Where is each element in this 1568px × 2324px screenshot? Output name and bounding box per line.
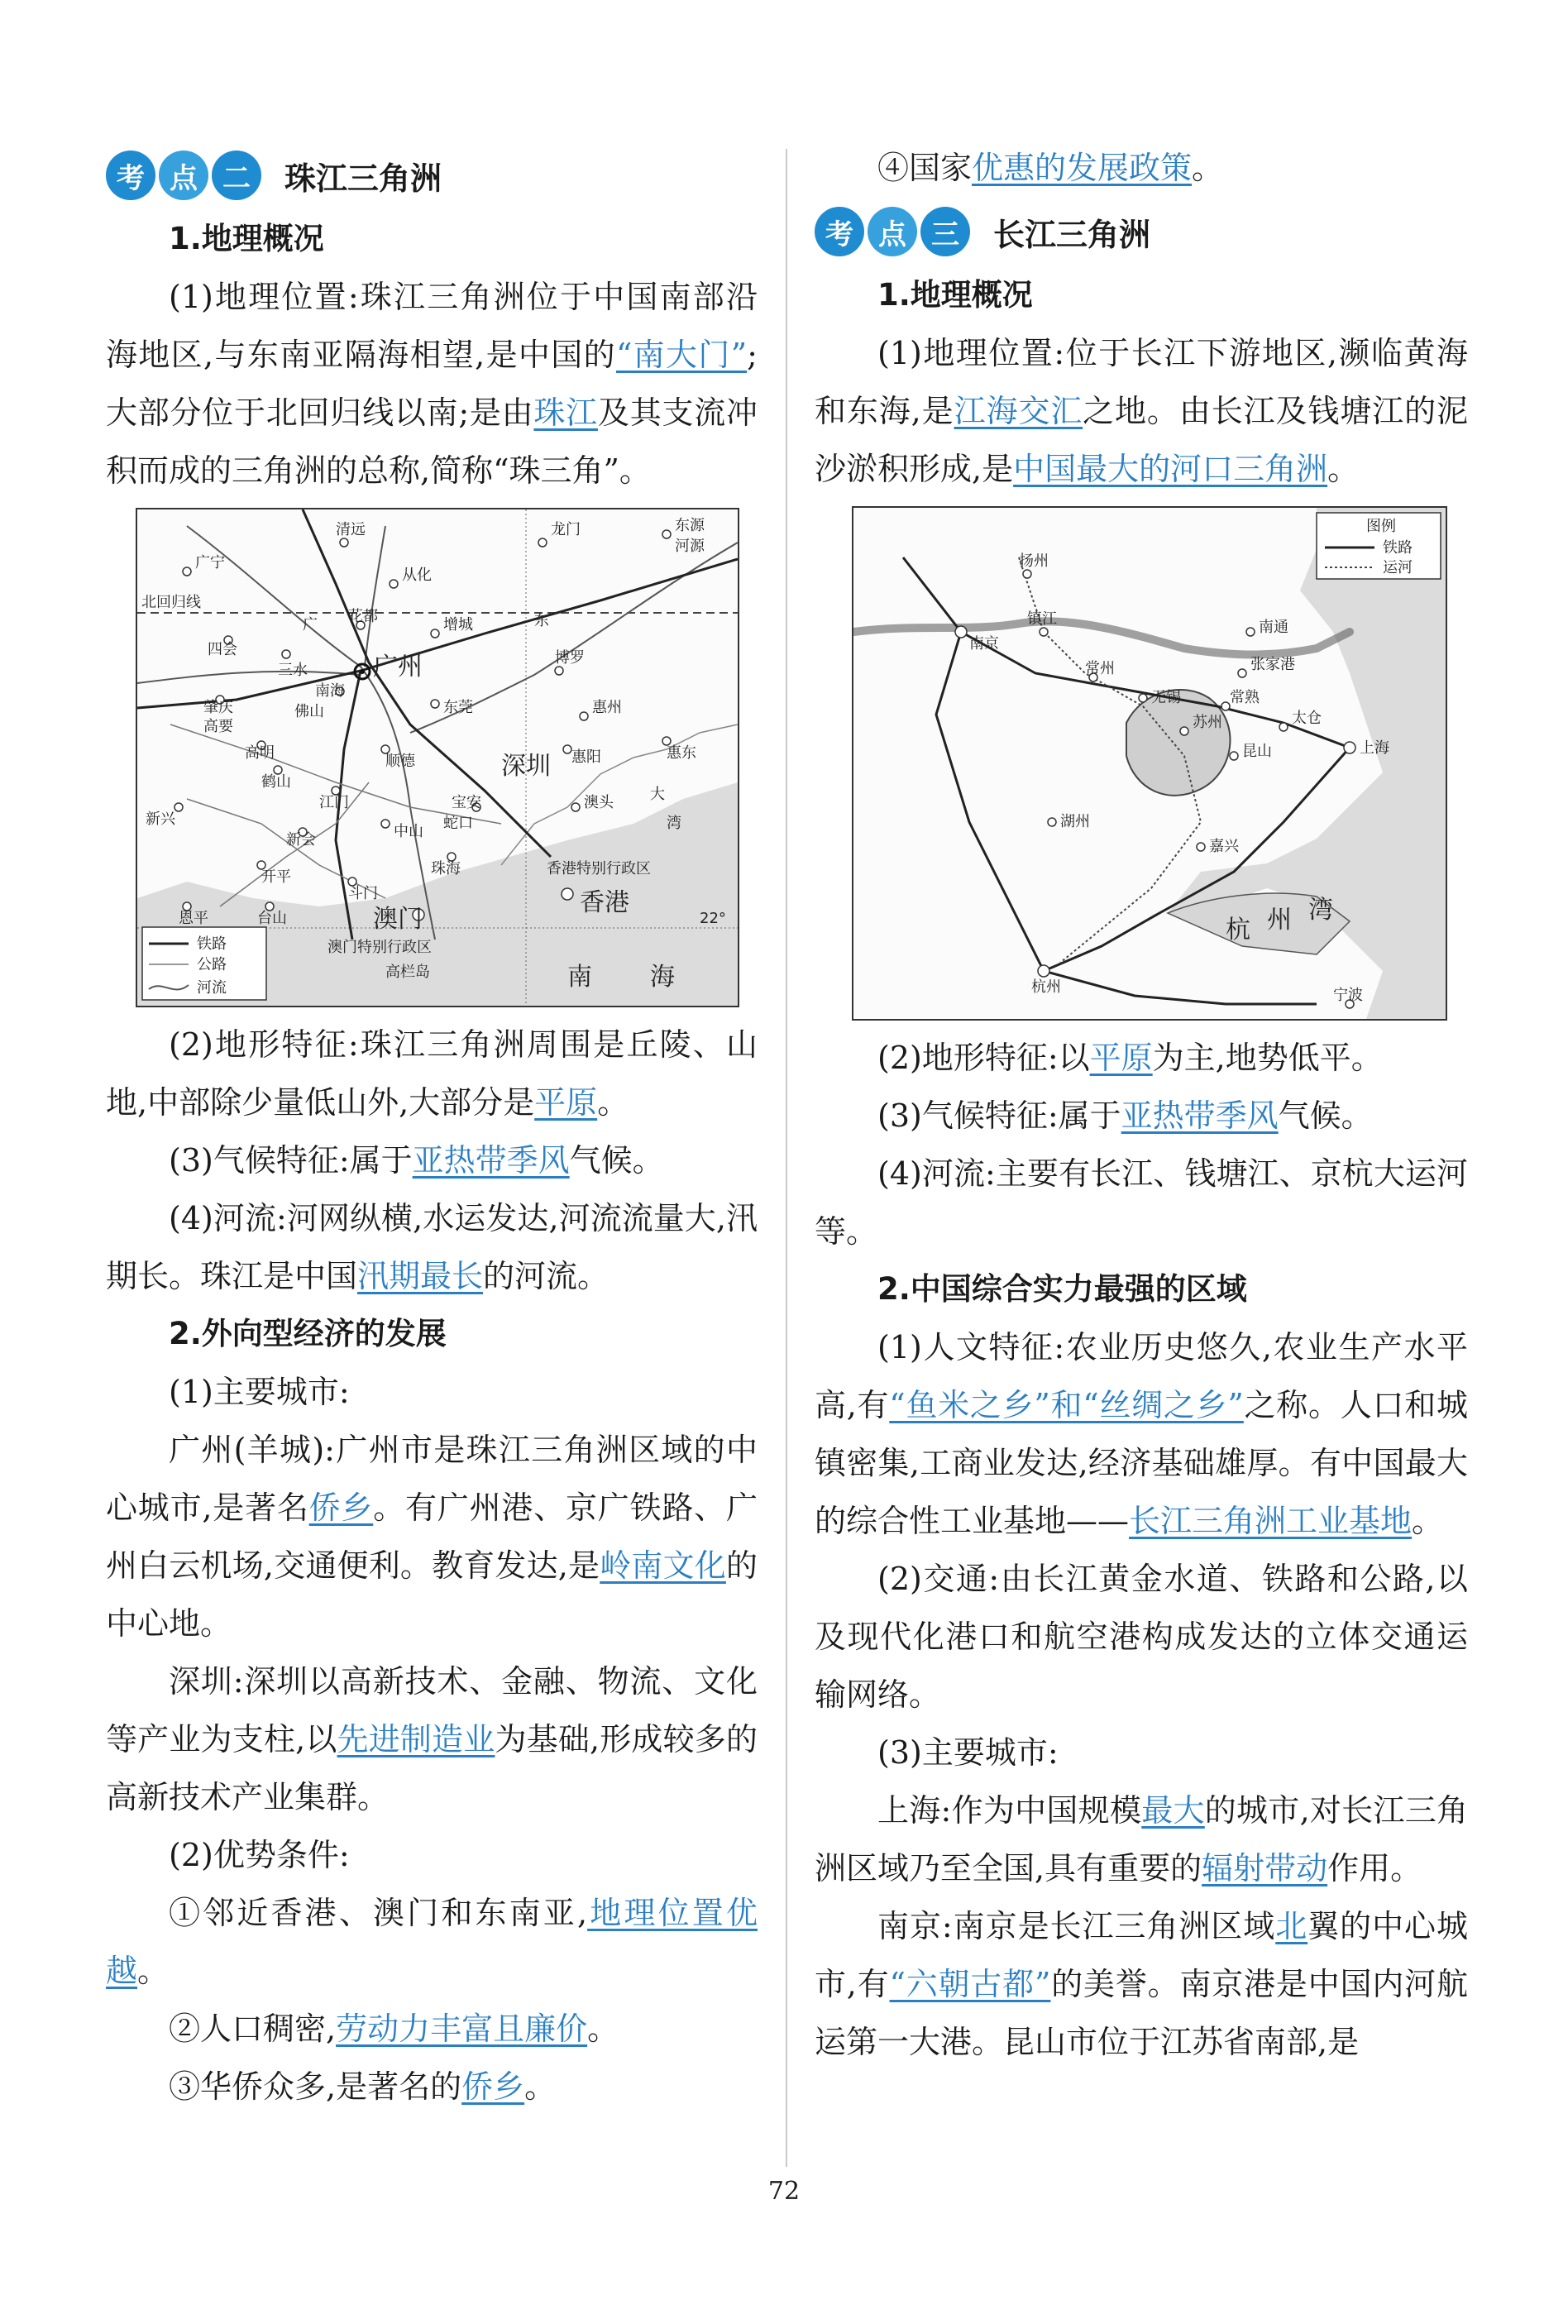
map-label: 新兴 (146, 811, 175, 828)
map-label: 高要 (203, 718, 233, 735)
map-label: 广 (303, 616, 318, 634)
paragraph: (1)主要城市: (169, 1374, 350, 1410)
map-label: 三水 (278, 662, 308, 679)
underlined-term: 珠江 (533, 395, 598, 431)
map-label: 博罗 (555, 649, 585, 667)
map-label: 台山 (257, 910, 287, 927)
map-label: 常熟 (1230, 689, 1260, 706)
map-label: 海 (650, 963, 675, 992)
underlined-term: “南大门” (615, 337, 748, 373)
map-label: 斗门 (348, 885, 378, 902)
map-label: 澳门特别行政区 (327, 939, 432, 956)
legend-road: 公路 (197, 956, 227, 973)
map-label: 南 (567, 963, 592, 992)
map-label: 东 (534, 612, 549, 629)
topic-title: 珠江三角洲 (284, 160, 442, 197)
map-label: 张家港 (1250, 656, 1295, 673)
map-label: 湾 (1308, 896, 1333, 925)
underlined-term: 江海交汇 (954, 393, 1083, 429)
map-label: 东源 (675, 517, 705, 534)
topic-header-2 (106, 141, 758, 210)
legend-river: 河流 (197, 979, 227, 997)
paragraph: (4)河流:主要有长江、钱塘江、京杭大运河等。 (815, 1155, 1468, 1250)
paragraph: (2)地形特征:珠江三角洲周围是丘陵、山地,中部除少量低山外,大部分是平原。 (106, 1026, 758, 1121)
map-label: 湾 (667, 815, 681, 832)
yangtze-river-delta-map (852, 506, 1447, 1021)
section-heading: 1.地理概况 (877, 277, 1033, 313)
map-label: 江门 (319, 794, 349, 811)
map-label: 太仓 (1292, 710, 1322, 727)
legend-title: 图例 (1366, 518, 1396, 535)
map-label: 大 (650, 786, 665, 803)
map-label: 开平 (261, 868, 291, 886)
paragraph: (1)人文特征:农业历史悠久,农业生产水平高,有“鱼米之乡”和“丝绸之乡”之称。人口和城镇密集,工商业发达,经济基础雄厚。有中国最大的综合性工业基地——长江三角洲工业基地。 (815, 1329, 1468, 1539)
underlined-term: 侨乡 (308, 1490, 374, 1526)
underlined-term: 长江三角洲工业基地 (1129, 1503, 1413, 1539)
underlined-term: “鱼米之乡”和“丝绸之乡” (889, 1387, 1244, 1423)
map-label: 上海 (1360, 739, 1389, 757)
map-graphic (853, 508, 1446, 1019)
map-label: 香港特别行政区 (547, 860, 651, 877)
map-label: 清远 (336, 521, 366, 538)
underlined-term: 地理位置优越 (106, 1895, 758, 1989)
badge-char: 考 (106, 151, 155, 200)
badge-char: 点 (159, 151, 208, 200)
map-graphic (137, 509, 738, 1006)
page-number: 72 (767, 2177, 801, 2206)
map-label: 东莞 (443, 699, 473, 716)
map-label: 河源 (675, 538, 705, 555)
paragraph: (3)气候特征:属于亚热带季风气候。 (169, 1142, 664, 1179)
map-label: 新会 (286, 831, 316, 849)
topic-badge (815, 207, 970, 256)
latitude-label: 22° (700, 910, 726, 927)
underlined-term: 侨乡 (461, 2068, 525, 2105)
paragraph: ④国家优惠的发展政策。 (877, 150, 1224, 186)
map-label: 州 (1267, 906, 1292, 935)
map-label: 宁波 (1333, 987, 1363, 1004)
underlined-term: 先进制造业 (337, 1721, 495, 1757)
map-label: 高栏岛 (385, 964, 430, 981)
paragraph: (2)交通:由长江黄金水道、铁路和公路,以及现代化港口和航空港构成发达的立体交通运输网络。 (815, 1561, 1468, 1713)
underlined-term: 北 (1275, 1908, 1308, 1944)
underlined-term: 辐射带动 (1202, 1850, 1328, 1886)
badge-char: 三 (920, 207, 970, 256)
map-label: 苏州 (1193, 714, 1222, 731)
topic-title: 长江三角洲 (993, 216, 1151, 253)
paragraph: 广州(羊城):广州市是珠江三角洲区域的中心城市,是著名侨乡。有广州港、京广铁路、广州白云机场,交通便利。教育发达,是岭南文化的中心地。 (106, 1432, 758, 1642)
map-label: 惠东 (667, 744, 696, 762)
paragraph: (2)优势条件: (169, 1837, 350, 1873)
paragraph: (1)地理位置:珠江三角洲位于中国南部沿海地区,与东南亚隔海相望,是中国的“南大门”;大部分位于北回归线以南;是由珠江及其支流冲积而成的三角洲的总称,简称“珠三角”。 (106, 279, 758, 489)
paragraph: (1)地理位置:位于长江下游地区,濒临黄海和东海,是江海交汇之地。由长江及钱塘江的泥沙淤积形成,是中国最大的河口三角洲。 (815, 335, 1468, 487)
map-label: 镇江 (1027, 610, 1057, 628)
map-label: 中山 (394, 823, 423, 840)
map-label: 南京 (969, 635, 999, 653)
map-label: 昆山 (1242, 743, 1272, 760)
map-label: 南海 (315, 682, 345, 700)
map-label: 从化 (402, 567, 432, 584)
map-label: 香港 (580, 888, 629, 917)
right-column (815, 139, 1468, 2071)
section-heading: 2.中国综合实力最强的区域 (877, 1271, 1247, 1307)
map-label: 增城 (443, 616, 473, 634)
legend-railway: 铁路 (1383, 539, 1413, 557)
legend-canal: 运河 (1383, 559, 1413, 576)
paragraph: ①邻近香港、澳门和东南亚,地理位置优越。 (106, 1895, 758, 1989)
underlined-term: 最大 (1141, 1792, 1205, 1829)
paragraph: ③华侨众多,是著名的侨乡。 (169, 2068, 557, 2105)
topic-header-3 (815, 197, 1468, 266)
map-label: 深圳 (501, 752, 551, 781)
map-label: 四会 (208, 641, 237, 658)
badge-char: 点 (868, 207, 917, 256)
underlined-term: 劳动力丰富且廉价 (336, 2011, 588, 2047)
map-label: 鹤山 (261, 773, 291, 791)
underlined-term: “六朝古都” (889, 1966, 1051, 2002)
map-label: 嘉兴 (1209, 838, 1239, 855)
map-label: 无锡 (1151, 689, 1181, 706)
underlined-term: 优惠的发展政策 (972, 150, 1193, 186)
map-label: 龙门 (551, 521, 581, 538)
map-label: 扬州 (1019, 552, 1049, 570)
map-label: 宝安 (452, 794, 481, 811)
map-label: 惠州 (592, 699, 622, 716)
map-label: 蛇口 (443, 815, 473, 832)
underlined-term: 平原 (534, 1084, 598, 1121)
map-label: 顺德 (385, 753, 415, 770)
underlined-term: 中国最大的河口三角洲 (1013, 451, 1328, 487)
paragraph: 上海:作为中国规模最大的城市,对长江三角洲区域乃至全国,具有重要的辐射带动作用。 (815, 1792, 1468, 1886)
map-label: 北回归线 (141, 594, 201, 611)
map-label: 常州 (1085, 660, 1115, 677)
legend-railway: 铁路 (197, 935, 227, 953)
map-label: 恩平 (179, 910, 208, 927)
section-heading: 2.外向型经济的发展 (169, 1316, 447, 1351)
map-label: 湖州 (1060, 813, 1090, 830)
paragraph: (3)主要城市: (877, 1734, 1059, 1771)
map-label: 珠海 (431, 860, 461, 877)
paragraph: ②人口稠密,劳动力丰富且廉价。 (169, 2011, 619, 2047)
paragraph: 南京:南京是长江三角洲区域北翼的中心城市,有“六朝古都”的美誉。南京港是中国内河航运第一大港。昆山市位于江苏省南部,是 (815, 1908, 1468, 2060)
map-label: 佛山 (294, 703, 324, 720)
underlined-term: 岭南文化 (600, 1547, 726, 1584)
map-label: 肇庆 (203, 699, 233, 716)
underlined-term: 汛期最长 (357, 1258, 484, 1294)
section-heading: 1.地理概况 (169, 221, 324, 256)
map-label: 澳门 (373, 905, 423, 934)
underlined-term: 平原 (1089, 1040, 1153, 1076)
paragraph: 深圳:深圳以高新技术、金融、物流、文化等产业为支柱,以先进制造业为基础,形成较多的高新技术产业集群。 (106, 1663, 758, 1815)
paragraph: (3)气候特征:属于亚热带季风气候。 (877, 1097, 1373, 1134)
paragraph: (4)河流:河网纵横,水运发达,河流流量大,汛期长。珠江是中国汛期最长的河流。 (106, 1200, 758, 1294)
map-label: 澳头 (584, 794, 614, 811)
badge-char: 二 (212, 151, 261, 200)
map-label: 广宁 (195, 554, 225, 571)
column-divider (786, 149, 787, 2167)
underlined-term: 亚热带季风 (412, 1142, 570, 1179)
map-label: 花都 (348, 608, 378, 625)
paragraph: (2)地形特征:以平原为主,地势低平。 (877, 1040, 1383, 1076)
map-label: 广州 (373, 653, 423, 681)
map-label: 杭 (1226, 916, 1250, 944)
map-label: 杭州 (1031, 978, 1061, 996)
map-label: 高明 (245, 744, 275, 762)
left-column (106, 141, 758, 2116)
underlined-term: 亚热带季风 (1121, 1097, 1279, 1134)
badge-char: 考 (815, 207, 864, 256)
pearl-river-delta-map (136, 508, 739, 1007)
topic-badge (106, 151, 261, 200)
map-label: 惠阳 (571, 748, 601, 766)
map-label: 南通 (1259, 619, 1288, 636)
